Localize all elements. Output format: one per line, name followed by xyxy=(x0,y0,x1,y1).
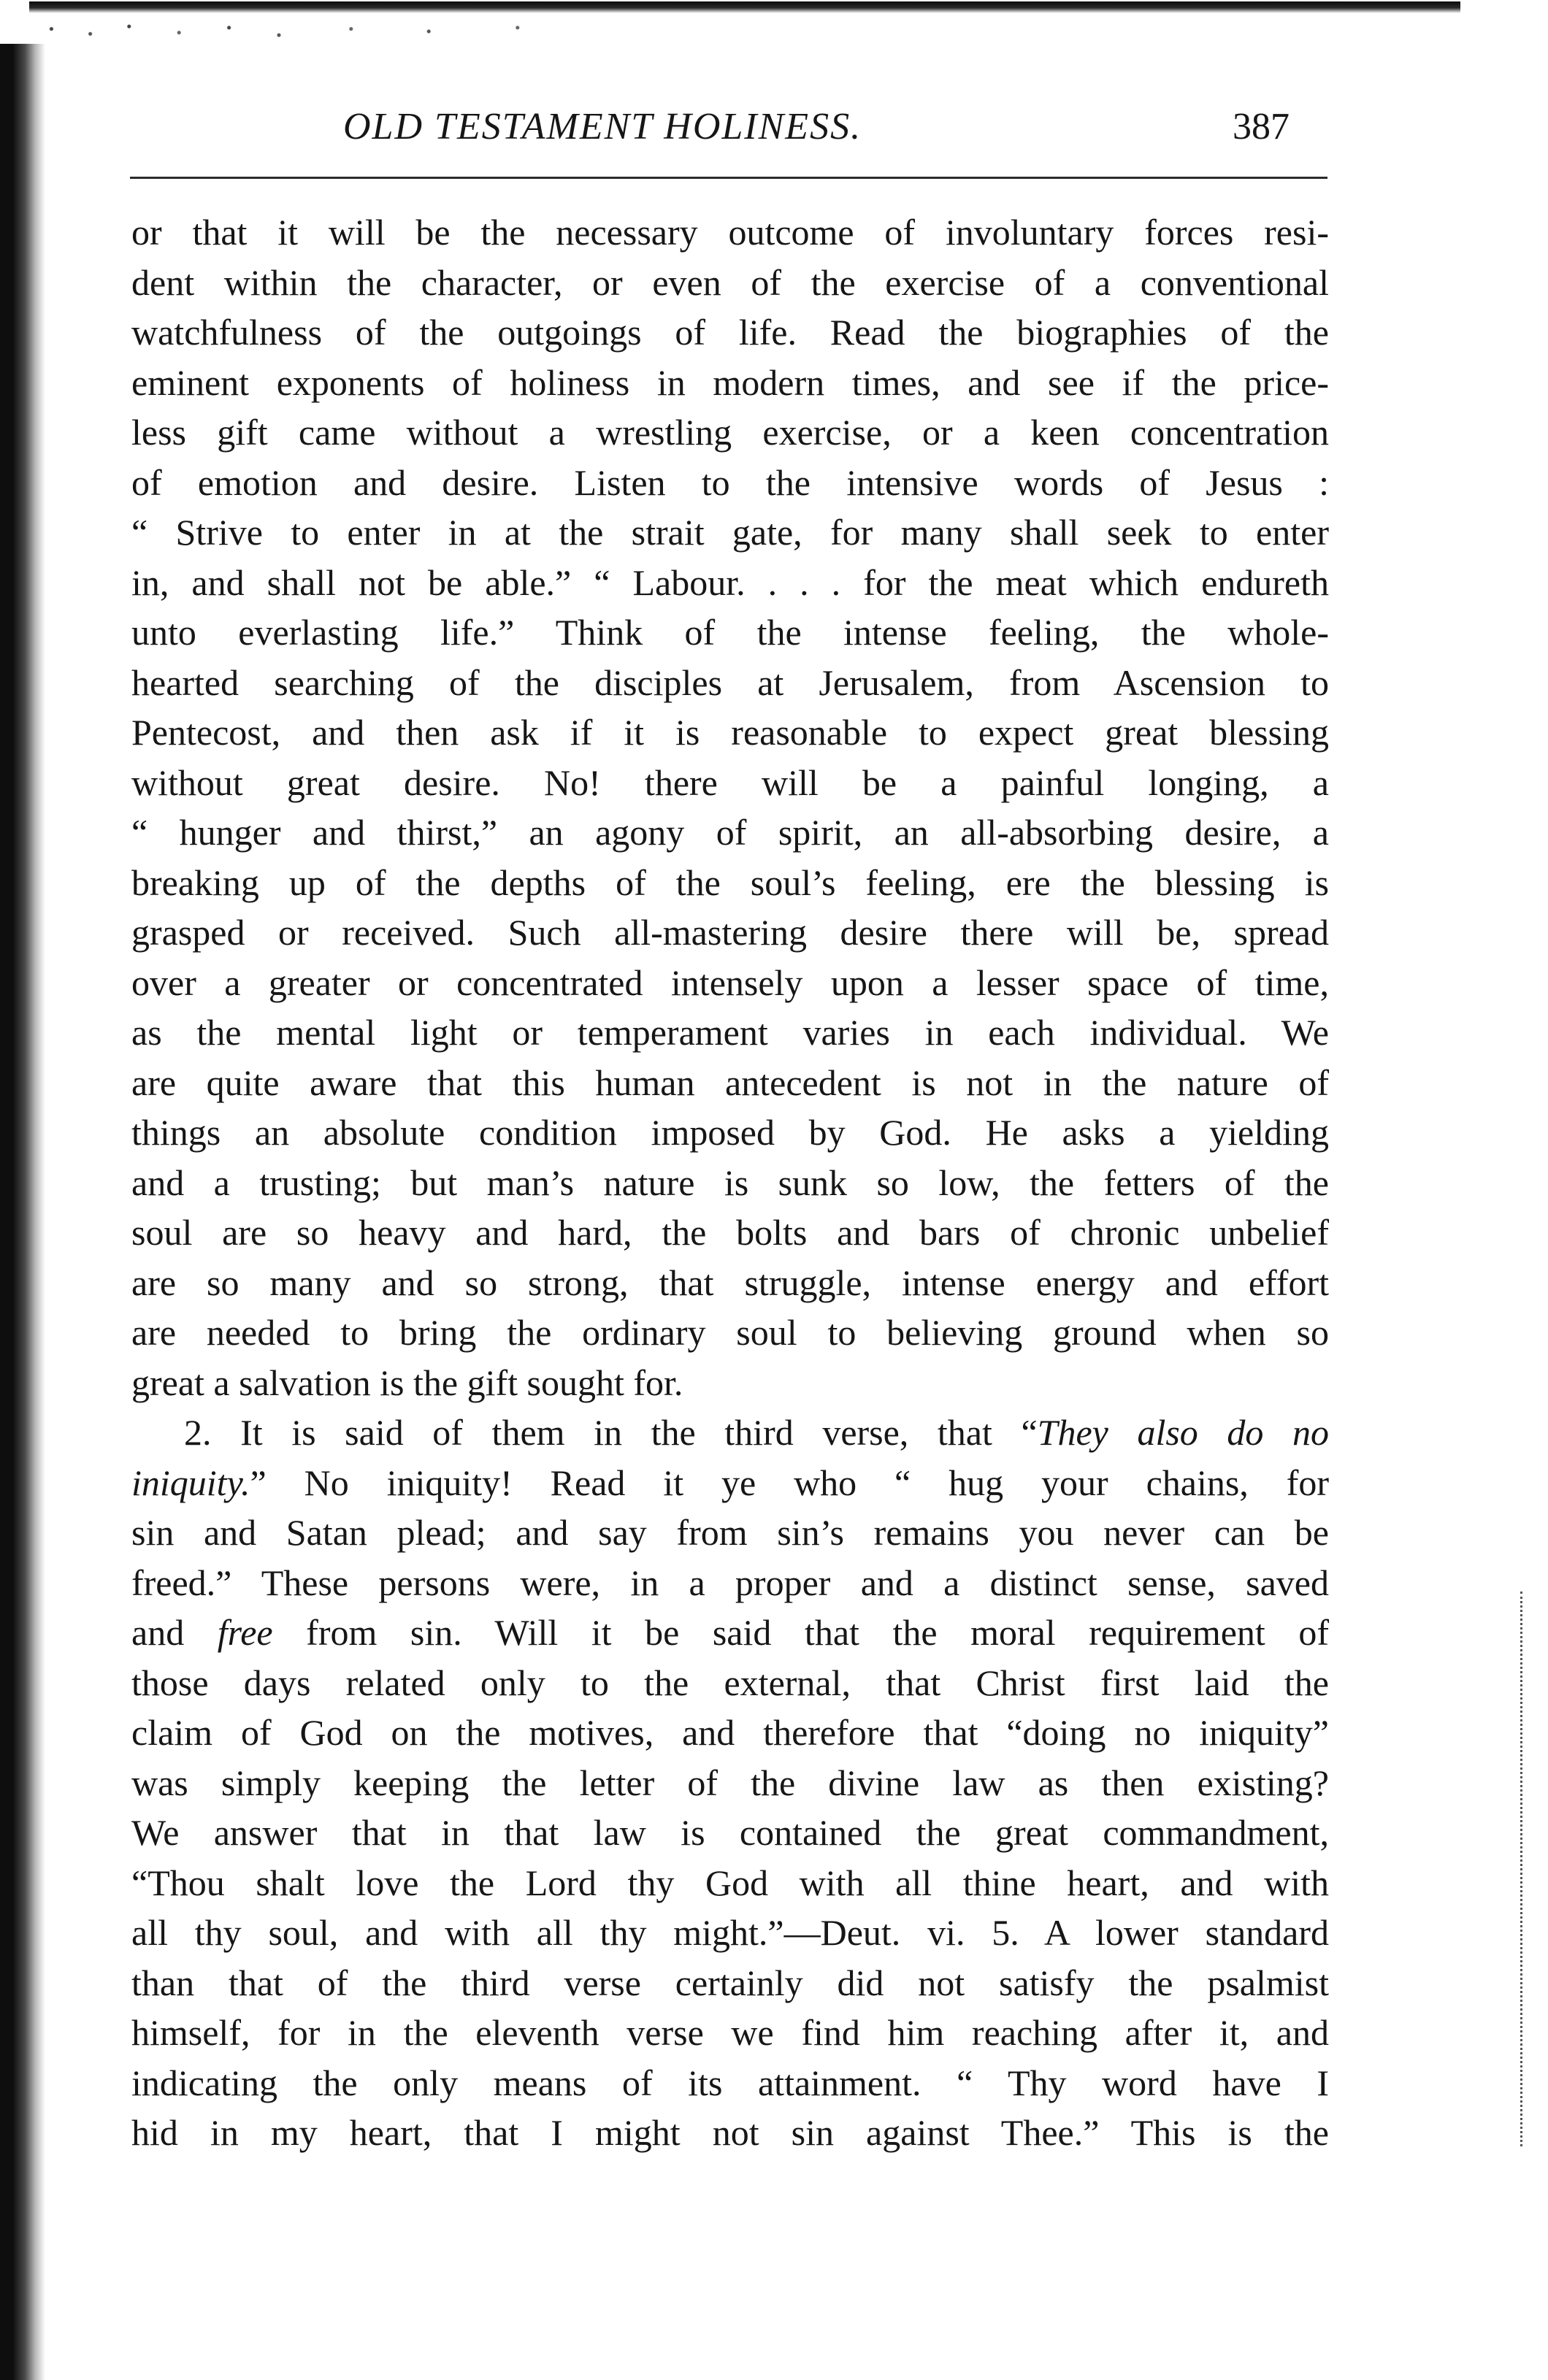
text-line: dent within the character, or even of the exercise of a conventional xyxy=(131,261,1329,303)
italic-quote: They also do no xyxy=(1037,1412,1329,1453)
text-line: over a greater or concentrated intensely upon a lesser space of time, xyxy=(131,961,1329,1003)
text-line: unto everlasting life.” Think of the intense feeling, the whole- xyxy=(131,612,1329,653)
text-line: without great desire. No! there will be a painful longing, a xyxy=(131,761,1329,803)
page-header xyxy=(0,99,1548,155)
left-page-binding-shadow xyxy=(0,44,45,2380)
text-line: soul are so heavy and hard, the bolts and bars of chronic unbelief xyxy=(131,1212,1329,1253)
text-line: claim of God on the motives, and therefore that “doing no iniquity” xyxy=(131,1712,1329,1753)
text-line: are so many and so strong, that struggle, intense energy and effort xyxy=(131,1262,1329,1303)
text-line: are needed to bring the ordinary soul to believing ground when so xyxy=(131,1312,1329,1353)
text-line: Pentecost, and then ask if it is reasonable to expect great blessing xyxy=(131,712,1329,753)
page-body xyxy=(131,207,1329,2158)
text-line: than that of the third verse certainly did not satisfy the psalmist xyxy=(131,1962,1329,2003)
text-line xyxy=(131,1458,1329,1508)
text-line: “ Strive to enter in at the strait gate, for many shall seek to enter xyxy=(131,512,1329,553)
running-head: OLD TESTAMENT HOLINESS. xyxy=(343,106,862,147)
text-line xyxy=(131,1608,1329,1658)
text-line: sin and Satan plead; and say from sin’s remains you never can be xyxy=(131,1512,1329,1553)
text-line: indicating the only means of its attainment. “ Thy word have I xyxy=(131,2062,1329,2103)
text-line: things an absolute condition imposed by God. He asks a yielding xyxy=(131,1112,1329,1153)
text-line: watchfulness of the outgoings of life. Read the biographies of the xyxy=(131,312,1329,353)
top-scan-rule xyxy=(29,1,1460,13)
text-run: and xyxy=(131,1612,218,1653)
text-line: freed.” These persons were, in a proper and a distinct sense, saved xyxy=(131,1562,1329,1603)
text-line: those days related only to the external, that Christ first laid the xyxy=(131,1662,1329,1703)
text-line: We answer that in that law is contained the great commandment, xyxy=(131,1812,1329,1853)
text-line: grasped or received. Such all-mastering desire there will be, spread xyxy=(131,912,1329,953)
page-number: 387 xyxy=(1233,106,1290,147)
text-run: ” No iniquity! Read it ye who “ hug your chains, for xyxy=(250,1462,1329,1503)
text-line: hid in my heart, that I might not sin against Thee.” This is the xyxy=(131,2112,1329,2153)
text-line: and a trusting; but man’s nature is sunk so low, the fetters of the xyxy=(131,1162,1329,1203)
text-line: eminent exponents of holiness in modern times, and see if the price- xyxy=(131,361,1329,403)
text-line: are quite aware that this human antecedent is not in the nature of xyxy=(131,1062,1329,1103)
text-line: all thy soul, and with all thy might.”—Deut. vi. 5. A lower standard xyxy=(131,1912,1329,1953)
text-line: less gift came without a wrestling exercise, or a keen concentration xyxy=(131,412,1329,453)
text-run: 2. It is said of them in the third verse, that “ xyxy=(184,1412,1038,1453)
text-line: was simply keeping the letter of the divine law as then existing? xyxy=(131,1762,1329,1803)
right-edge-scan-specks xyxy=(1520,1592,1534,2146)
text-line: or that it will be the necessary outcome of involuntary forces resi- xyxy=(131,212,1329,253)
italic-quote: iniquity. xyxy=(131,1462,250,1503)
text-line: himself, for in the eleventh verse we find him reaching after it, and xyxy=(131,2012,1329,2053)
italic-word: free xyxy=(217,1612,273,1653)
text-line: of emotion and desire. Listen to the intensive words of Jesus : xyxy=(131,461,1329,503)
paragraph-end-line: great a salvation is the gift sought for. xyxy=(131,1362,683,1403)
paragraph-2-first-line xyxy=(131,1408,1329,1458)
text-line: “ hunger and thirst,” an agony of spirit, an all-absorbing desire, a xyxy=(131,812,1329,853)
text-line: hearted searching of the disciples at Jerusalem, from Ascension to xyxy=(131,661,1329,703)
text-line: breaking up of the depths of the soul’s feeling, ere the blessing is xyxy=(131,861,1329,903)
text-line: “Thou shalt love the Lord thy God with all thine heart, and with xyxy=(131,1862,1329,1903)
header-rule xyxy=(130,177,1327,179)
text-line: as the mental light or temperament varies in each individual. We xyxy=(131,1012,1329,1053)
top-scan-specks xyxy=(29,19,584,44)
text-run: from sin. Will it be said that the moral requirement of xyxy=(272,1612,1329,1653)
text-line: in, and shall not be able.” “ Labour. . . . for the meat which endureth xyxy=(131,561,1329,603)
